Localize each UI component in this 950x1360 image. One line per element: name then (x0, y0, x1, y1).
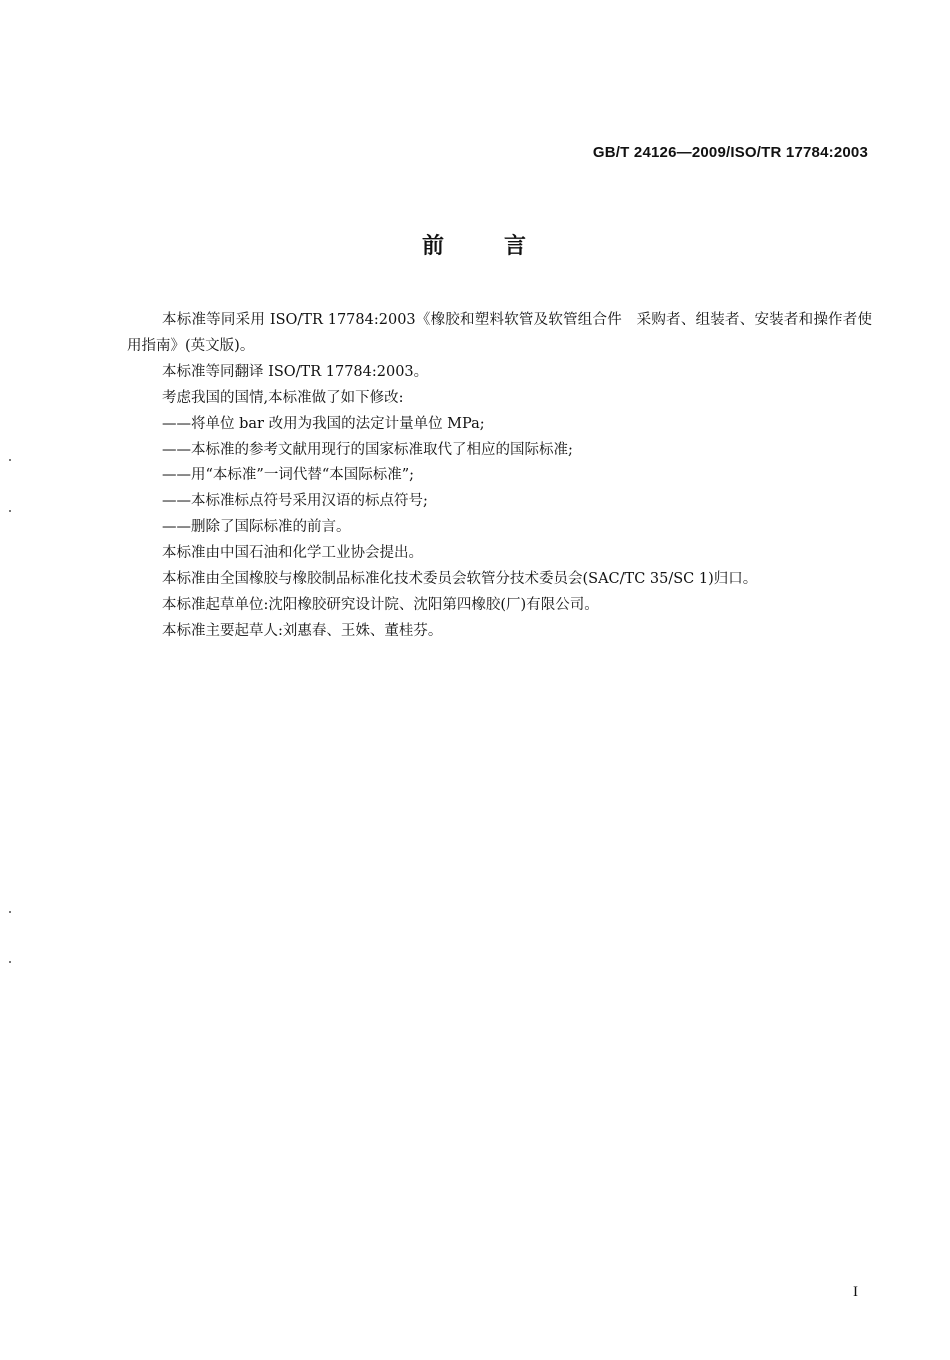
scan-speck (9, 961, 11, 963)
scan-speck (9, 911, 11, 913)
page-title: 前言 (421, 234, 586, 259)
list-item-references: ——本标准的参考文献用现行的国家标准取代了相应的国际标准; (162, 441, 573, 458)
list-item-unit-change: ——将单位 bar 改用为我国的法定计量单位 MPa; (162, 415, 485, 432)
paragraph-translation: 本标准等同翻译 ISO/TR 17784:2003。 (162, 363, 429, 380)
scan-speck (9, 510, 11, 512)
foreword-body (127, 308, 872, 645)
paragraph-proposer: 本标准由中国石油和化学工业协会提出。 (162, 545, 423, 562)
paragraph-adoption: 本标准等同采用 ISO/TR 17784:2003《橡胶和塑料软管及软管组合件 采购者、组装者、安装者和操作者使用指南》(英文版)。 (127, 312, 872, 354)
list-item-punctuation: ——本标准标点符号采用汉语的标点符号; (162, 493, 428, 510)
list-item-wording: ——用“本标准”一词代替“本国际标准”; (162, 467, 415, 484)
scan-speck (9, 459, 11, 461)
list-item-foreword-removed: ——删除了国际标准的前言。 (162, 519, 351, 536)
page-number: I (853, 1284, 858, 1300)
paragraph-modifications-intro: 考虑我国的国情,本标准做了如下修改: (162, 389, 404, 406)
paragraph-drafters: 本标准主要起草人:刘惠春、王姝、董桂芬。 (162, 622, 443, 639)
standard-code: GB/T 24126—2009/ISO/TR 17784:2003 (592, 144, 868, 161)
paragraph-drafting-units: 本标准起草单位:沈阳橡胶研究设计院、沈阳第四橡胶(厂)有限公司。 (162, 596, 599, 613)
paragraph-committee: 本标准由全国橡胶与橡胶制品标准化技术委员会软管分技术委员会(SAC/TC 35/SC 1)归口。 (162, 571, 758, 588)
